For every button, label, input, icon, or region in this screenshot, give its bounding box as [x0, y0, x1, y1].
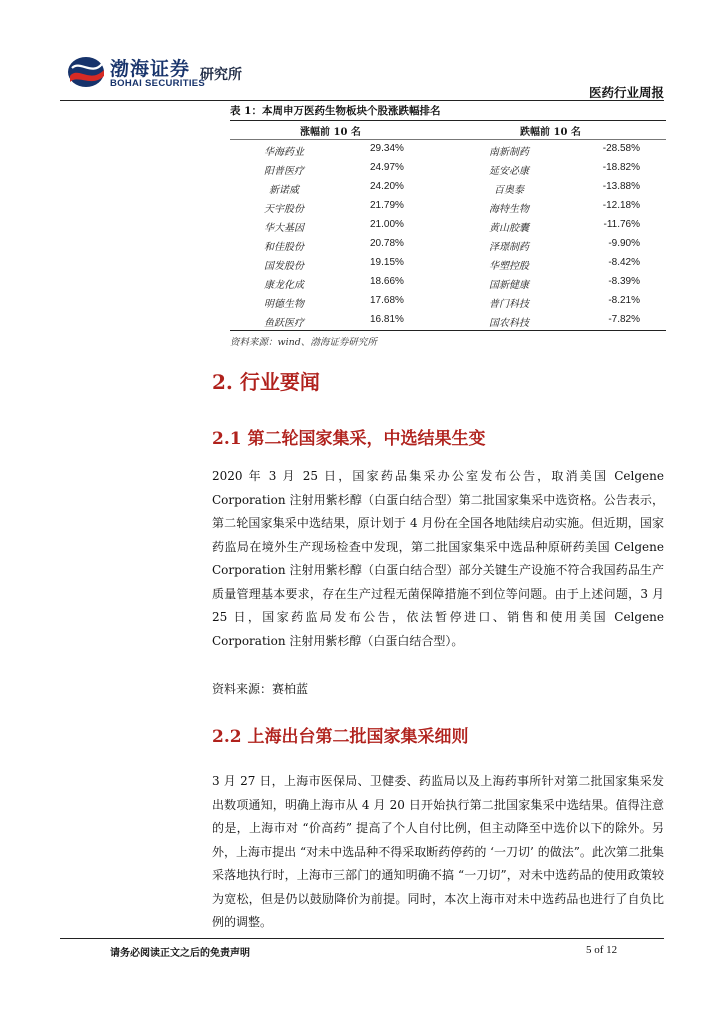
gainer-name: 新诺威 [269, 185, 299, 196]
section-2-2-heading: 2.2 上海出台第二批国家集采细则 [212, 727, 469, 747]
footer-divider [60, 938, 664, 939]
table-body [230, 140, 666, 330]
gainer-change: 16.81% [370, 314, 404, 325]
gainer-name: 华海药业 [264, 147, 304, 158]
table-header [230, 120, 666, 140]
stock-ranking-table [230, 120, 666, 331]
gainer-change: 24.97% [370, 162, 404, 173]
gainer-name: 明德生物 [264, 299, 304, 310]
header-top-gainers: 涨幅前 10 名 [300, 127, 361, 138]
gainer-name: 和佳股份 [264, 242, 304, 253]
section-2-heading: 2. 行业要闻 [212, 370, 320, 394]
gainer-change: 21.79% [370, 200, 404, 211]
table-row [230, 292, 666, 311]
gainer-name: 鱼跃医疗 [264, 318, 304, 329]
loser-change: -18.82% [602, 162, 640, 173]
table-source: 资料来源：wind、渤海证券研究所 [230, 337, 377, 348]
report-title: 医药行业周报 [588, 85, 664, 100]
loser-name: 黄山胶囊 [489, 223, 529, 234]
table-row [230, 273, 666, 292]
loser-change: -9.90% [608, 238, 640, 249]
gainer-change: 20.78% [370, 238, 404, 249]
bohai-logo-icon [66, 54, 106, 90]
logo-subtitle: 研究所 [200, 67, 242, 83]
loser-change: -8.21% [608, 295, 640, 306]
section-2-1-heading: 2.1 第二轮国家集采，中选结果生变 [212, 429, 486, 449]
table-caption: 表 1：本周申万医药生物板块个股涨跌幅排名 [230, 105, 441, 117]
table-row [230, 178, 666, 197]
loser-name: 延安必康 [489, 166, 529, 177]
loser-name: 国新健康 [489, 280, 529, 291]
table-row [230, 311, 666, 330]
gainer-name: 康龙化成 [264, 280, 304, 291]
loser-name: 华塑控股 [489, 261, 529, 272]
header-divider [60, 100, 664, 101]
table-row [230, 140, 666, 159]
loser-name: 百奥泰 [494, 185, 524, 196]
loser-change: -28.58% [602, 143, 640, 154]
table-bottom-rule [230, 330, 666, 331]
section-2-1-source: 资料来源：赛柏蓝 [212, 682, 309, 696]
gainer-change: 29.34% [370, 143, 404, 154]
gainer-name: 华大基因 [264, 223, 304, 234]
section-2-1-body: 2020 年 3 月 25 日，国家药品集采办公室发布公告，取消美国 Celgene Corporation 注射用紫杉醇（白蛋白结合型）第二批国家集采中选资格。公告表示，第二轮国家集采中选结果，原计划于 4 月份在全国各地陆续启动实施。但近期，国家药监局在境外生产现场检查中发现，第二批国家集采中选品种原研药美国 Celgene Corporation 注射用紫杉醇（白蛋白结合型）部分关键生产设施不符合我国药品生产质量管理基本要求，存在生产过程无菌保障措施不到位等问题。由于上述问题，3 月 25 日，国家药监局发布公告，依法暂停进口、销售和使用美国 Celgene Corporation 注射用紫杉醇（白蛋白结合型）。 [212, 469, 664, 648]
gainer-change: 17.68% [370, 295, 404, 306]
gainer-change: 21.00% [370, 219, 404, 230]
logo-chinese-name: 渤海证券 [110, 58, 191, 80]
footer-disclaimer: 请务必阅读正文之后的免责声明 [110, 948, 250, 959]
loser-name: 泽璟制药 [489, 242, 529, 253]
gainer-change: 24.20% [370, 181, 404, 192]
table-row [230, 235, 666, 254]
gainer-name: 天宇股份 [264, 204, 304, 215]
table-row [230, 216, 666, 235]
loser-name: 国农科技 [489, 318, 529, 329]
loser-change: -13.88% [602, 181, 640, 192]
gainer-change: 18.66% [370, 276, 404, 287]
loser-change: -8.42% [608, 257, 640, 268]
loser-name: 普门科技 [489, 299, 529, 310]
section-2-2-body: 3 月 27 日，上海市医保局、卫健委、药监局以及上海药事所针对第二批国家集采发出数项通知，明确上海市从 4 月 20 日开始执行第二批国家集采中选结果。值得注意的是，上海市对 “价高药” 提高了个人自付比例，但主动降至中选价以下的除外。另外，上海市提出 “对未中选品种不得采取断药停药的 ‘一刀切’ 的做法”。此次第二批集采落地执行时，上海市三部门的通知明确不搞 “一刀切”，对未中选药品的使用政策较为宽松，但是仍以鼓励降价为前提。同时，本次上海市对未中选药品也进行了自负比例的调整。 [212, 774, 664, 929]
loser-name: 海特生物 [489, 204, 529, 215]
page-number: 5 of 12 [586, 944, 618, 956]
table-row [230, 159, 666, 178]
gainer-name: 国发股份 [264, 261, 304, 272]
loser-change: -11.76% [603, 219, 640, 230]
logo-english-name: BOHAI SECURITIES [110, 78, 206, 89]
table-row [230, 197, 666, 216]
table-row [230, 254, 666, 273]
loser-change: -7.82% [608, 314, 640, 325]
gainer-name: 阳普医疗 [264, 166, 304, 177]
header-top-losers: 跌幅前 10 名 [520, 127, 581, 138]
gainer-change: 19.15% [370, 257, 404, 268]
loser-change: -8.39% [608, 276, 640, 287]
loser-change: -12.18% [602, 200, 640, 211]
loser-name: 南新制药 [489, 147, 529, 158]
